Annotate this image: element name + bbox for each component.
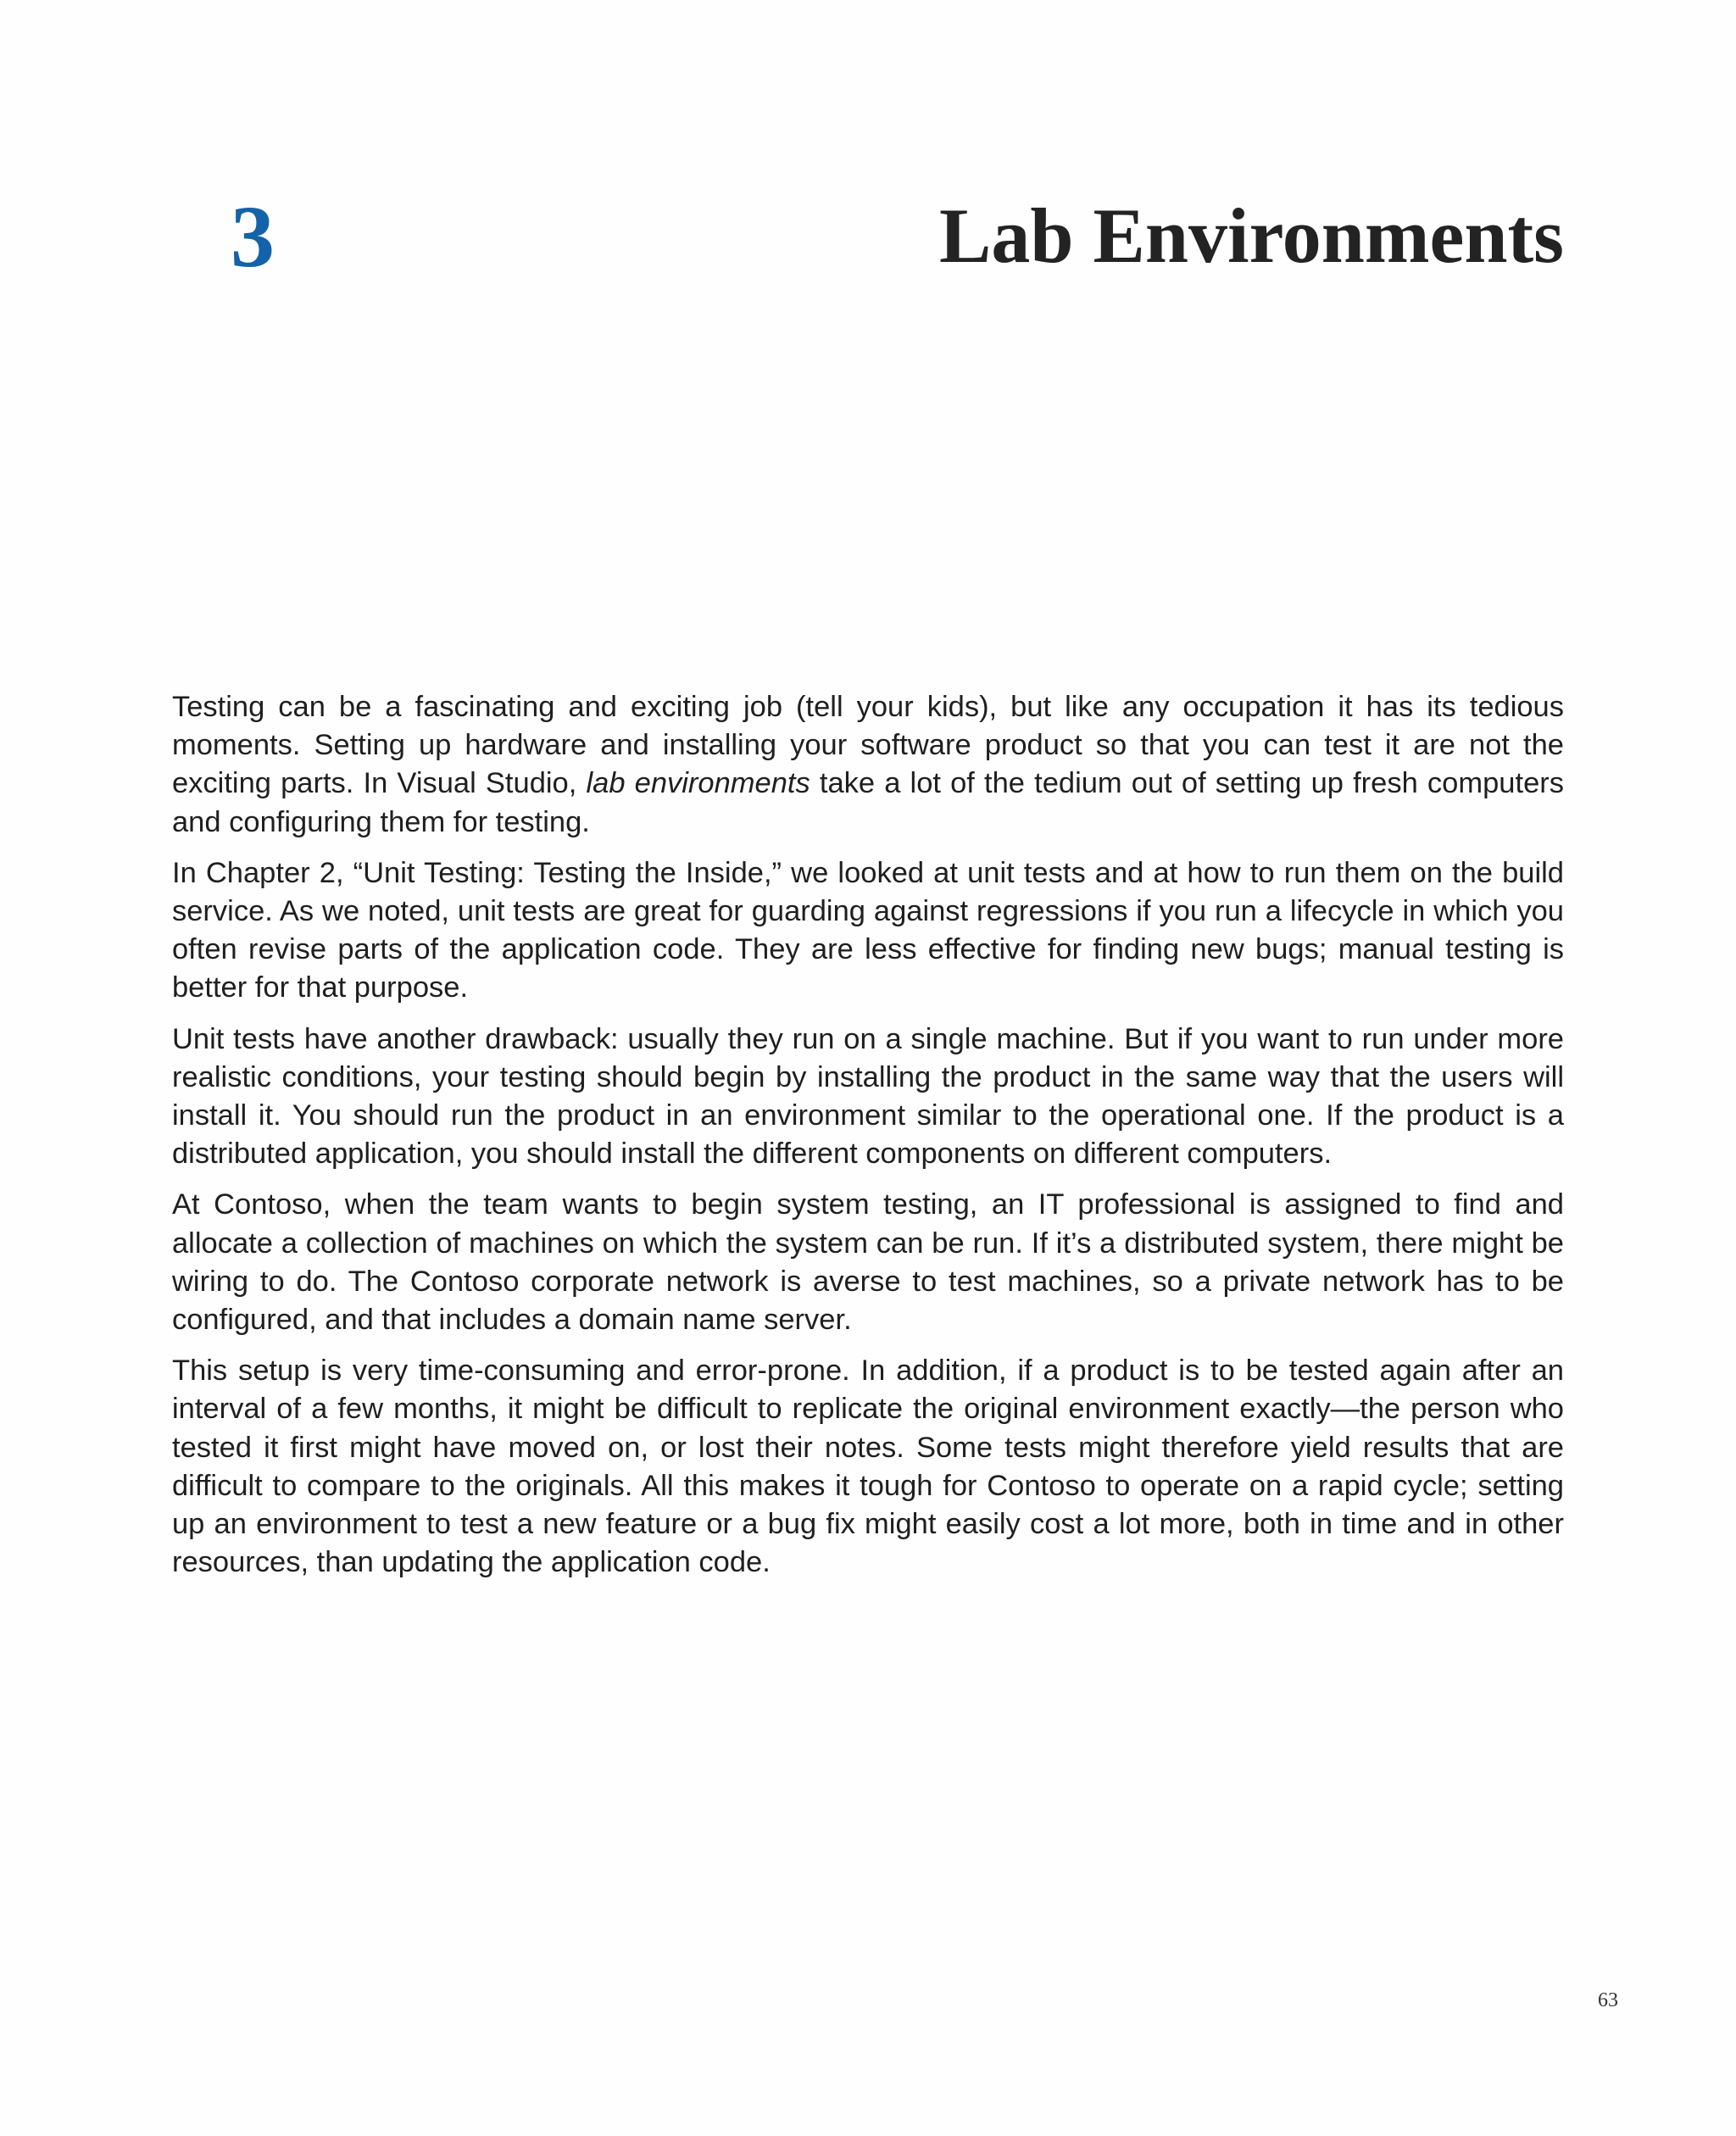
- paragraph-5: This setup is very time-consuming and error-prone. In addition, if a product is to be tested again after an interval of a few months, it might be difficult to replicate the original environment exactly—the person who tested it first might have moved on, or lost their notes. Some tests might therefore yield results that are difficult to compare to the originals. All this makes it tough for Contoso to operate on a rapid cycle; setting up an environment to test a new feature or a bug fix might easily cost a lot more, both in time and in other resources, than updating the application code.: [172, 1354, 1564, 1579]
- paragraph-2: In Chapter 2, “Unit Testing: Testing the Inside,” we looked at unit tests and at how to run them on the build service. As we noted, unit tests are great for guarding against regressions if you run a lifecycle in which you often revise parts of the application code. They are less effective for finding new bugs; manual testing is better for that purpose.: [172, 856, 1564, 1004]
- chapter-number: 3: [231, 188, 275, 286]
- paragraph-1-text-end: take a lot of the tedium out of setting up fresh computers and configuring them for testing.: [172, 767, 1564, 838]
- paragraph-4: At Contoso, when the team wants to begin system testing, an IT professional is assigned to find and allocate a collection of machines on which the system can be run. If it’s a distributed system, there might be wiring to do. The Contoso corporate network is averse to test machines, so a private network has to be configured, and that includes a domain name server.: [172, 1188, 1564, 1337]
- paragraph-1: [172, 688, 1564, 842]
- paragraph-3: Unit tests have another drawback: usually they run on a single machine. But if you want to run under more realistic conditions, your testing should begin by installing the product in the same way that the users will install it. You should run the product in an environment similar to the operational one. If the product is a distributed application, you should install the different components on different computers.: [172, 1022, 1564, 1171]
- paragraph-1-text-start: Testing can be a fascinating and exciting job (tell your kids), but like any occupation it has its tedious moments. Setting up hardware and installing your software product so that you can test it are not the exciting parts. In Visual Studio,: [172, 691, 1564, 800]
- chapter-title: Lab Environments: [938, 192, 1564, 279]
- paragraph-1-emphasis: lab environments: [586, 767, 810, 800]
- chapter-body: [172, 688, 1564, 1594]
- page-number: 63: [1598, 1989, 1618, 2011]
